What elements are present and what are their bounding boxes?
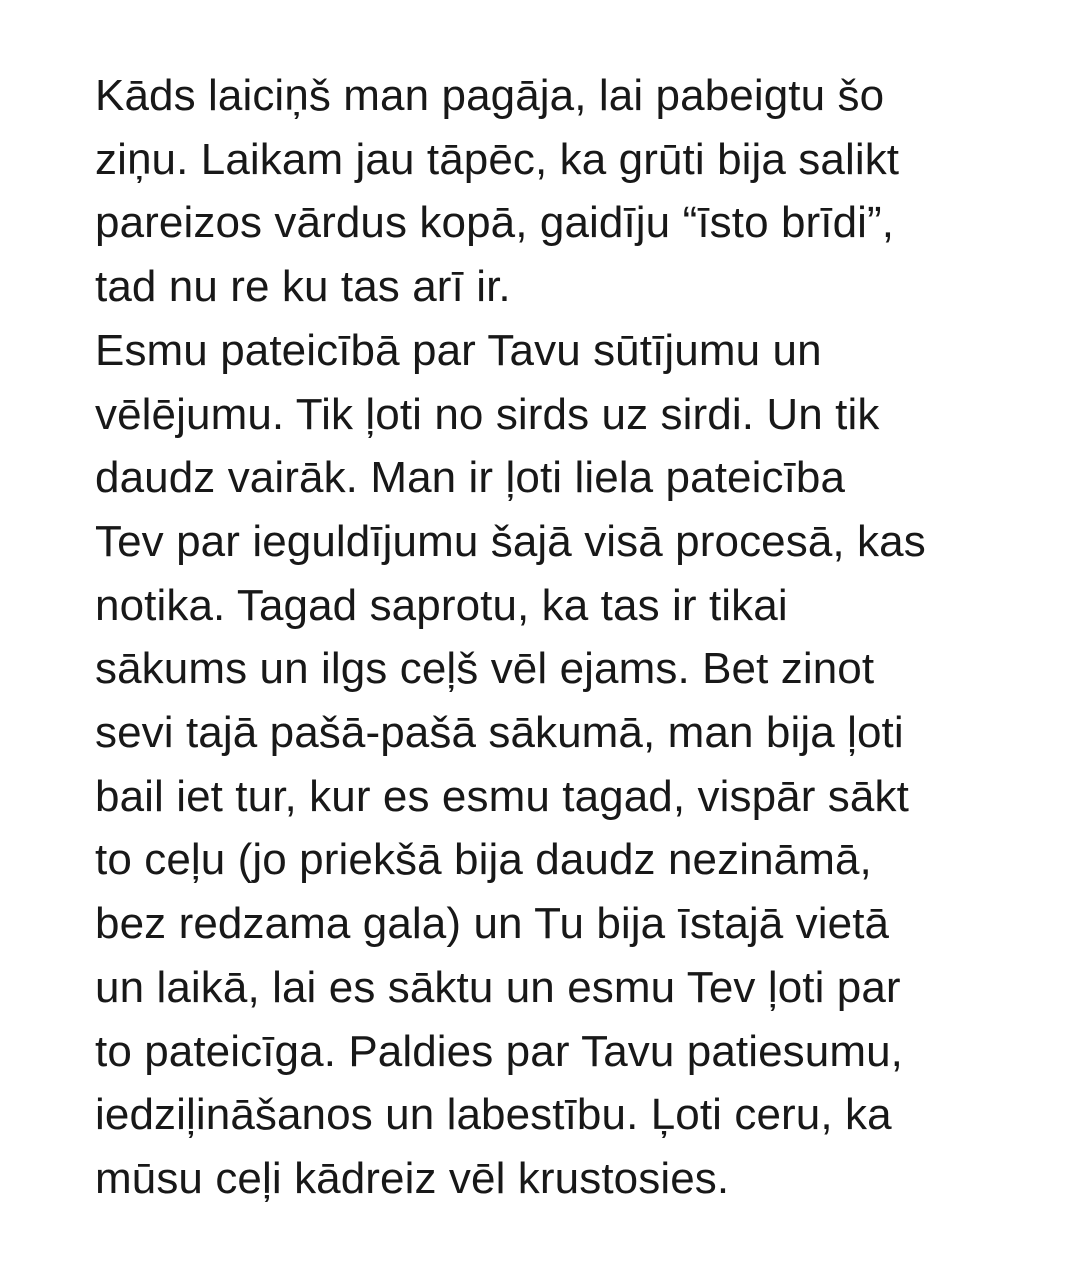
text-line: ziņu. Laikam jau tāpēc, ka grūti bija salikt [95, 134, 900, 184]
text-line: pareizos vārdus kopā, gaidīju “īsto brīdi”, [95, 198, 895, 248]
text-line: Kāds laiciņš man pagāja, lai pabeigtu šo [95, 71, 885, 120]
text-line: notika. Tagad saprotu, ka tas ir tikai [95, 580, 788, 630]
text-line: sevi tajā pašā-pašā sākumā, man bija ļoti [95, 708, 904, 758]
text-line: mūsu ceļi kādreiz vēl krustosies. [95, 1153, 730, 1203]
text-line: sākums un ilgs ceļš vēl ejams. Bet zinot [95, 644, 875, 694]
text-line: iedziļināšanos un labestību. Ļoti ceru, ka [95, 1090, 892, 1140]
text-line: bez redzama gala) un Tu bija īstajā vietā [95, 899, 890, 949]
message-text [95, 64, 926, 1211]
text-line: Tev par ieguldījumu šajā visā procesā, kas [95, 516, 926, 566]
text-line: vēlējumu. Tik ļoti no sirds uz sirdi. Un tik [95, 389, 880, 439]
text-line: to pateicīga. Paldies par Tavu patiesumu, [95, 1026, 904, 1076]
text-line: un laikā, lai es sāktu un esmu Tev ļoti par [95, 962, 901, 1012]
text-line: to ceļu (jo priekšā bija daudz nezināmā, [95, 835, 872, 885]
text-line: tad nu re ku tas arī ir. [95, 262, 511, 312]
text-line: Esmu pateicībā par Tavu sūtījumu un [95, 325, 822, 375]
text-line: daudz vairāk. Man ir ļoti liela pateicība [95, 453, 846, 503]
text-line: bail iet tur, kur es esmu tagad, vispār sākt [95, 771, 909, 821]
